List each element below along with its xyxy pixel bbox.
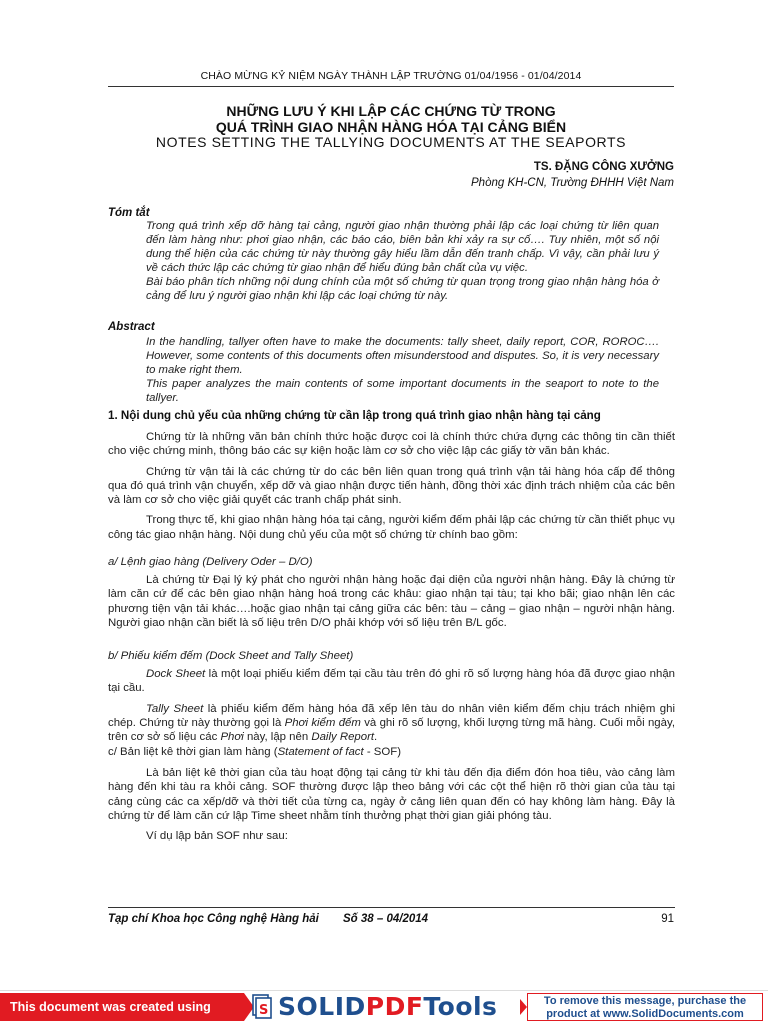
author-affiliation: Phòng KH-CN, Trường ĐHHH Việt Nam <box>471 177 674 189</box>
body-paragraph: Chứng từ vận tải là các chứng từ do các bên liên quan trong quá trình vận tải hàng hóa cấp để thông qua đó quá trình vận chuyển, xếp dỡ và giao nhận được tiến hành, đồng thời xác định trách nhiệm của các bên và làm cơ sở cho việc giải quyết các tranh chấp phát sinh. <box>108 465 675 507</box>
logo-solid-text: SOLID <box>278 992 366 1021</box>
tom-tat-paragraph: Bài báo phân tích những nội dung chính của một số chứng từ quan trọng trong giao nhận hàng hóa ở cảng để lưu ý người giao nhận khi lập các loại chứng từ này. <box>146 276 659 303</box>
solidpdf-logo-icon <box>252 994 272 1019</box>
text-run: . <box>374 731 378 744</box>
section-heading: 1. Nội dung chủ yếu của những chứng từ cần lập trong quá trình giao nhận hàng tại cảng <box>108 409 601 422</box>
body-block-1 <box>108 430 675 542</box>
header-rule <box>108 86 674 87</box>
body-block-b <box>108 667 675 744</box>
text-run: là phiếu kiểm đếm hàng hóa đã xếp lên tàu do nhân viên kiểm đếm chịu trách nhiệm ghi chép. Chứng từ này thường gọi là <box>108 702 676 729</box>
footer-journal: Tạp chí Khoa học Công nghệ Hàng hải <box>108 913 319 925</box>
abstract-body <box>146 335 659 405</box>
text-run: - SOF) <box>363 746 402 758</box>
page-number: 91 <box>661 913 674 925</box>
title-en: NOTES SETTING THE TALLYING DOCUMENTS AT THE SEAPORTS <box>155 134 627 150</box>
author-name: TS. ĐẶNG CÔNG XƯỞNG <box>533 161 674 173</box>
logo-pdf-text: PDF <box>365 992 424 1021</box>
body-paragraph: Ví dụ lập bản SOF như sau: <box>146 830 288 843</box>
subheading-c <box>108 746 401 758</box>
body-block-a <box>108 573 675 630</box>
abstract-label: Abstract <box>108 321 155 333</box>
term-daily-report: Daily Report <box>311 731 375 744</box>
text-run: c/ Bản liệt kê thời gian làm hàng ( <box>108 746 278 758</box>
banner-created-using: This document was created using <box>0 993 244 1021</box>
running-header: CHÀO MỪNG KỶ NIỆM NGÀY THÀNH LẬP TRƯỜNG 01/04/1956 - 01/04/2014 <box>200 70 582 82</box>
term-dock-sheet: Dock Sheet <box>146 668 206 680</box>
subheading-b: b/ Phiếu kiểm đếm (Dock Sheet and Tally Sheet) <box>108 650 354 662</box>
text-run: là một loại phiếu kiểm đếm tại cầu tàu trên đó ghi rõ số lượng hàng hóa đã được giao nhận tại cầu. <box>108 668 675 695</box>
body-paragraph <box>108 667 675 696</box>
term-tally-sheet: Tally Sheet <box>146 702 204 715</box>
text-run: này, lập nên <box>243 731 312 744</box>
term-phoi-kiem-dem: Phơi kiểm đếm <box>284 716 361 729</box>
body-paragraph: Chứng từ là những văn bản chính thức hoặc được coi là chính thức chứa đựng các thông tin cần thiết cho việc chứng minh, thông báo các sự kiện hoặc làm cơ sở cho việc lập các giấy tờ văn bản khác. <box>108 431 675 458</box>
title-vi-line1: NHỮNG LƯU Ý KHI LẬP CÁC CHỨNG TỪ TRONG <box>226 103 556 119</box>
title-vi-line2: QUÁ TRÌNH GIAO NHẬN HÀNG HÓA TẠI CẢNG BIỂN <box>215 119 567 135</box>
abstract-paragraph: This paper analyzes the main contents of some important documents in the seaport to note to the tallyer. <box>146 378 659 405</box>
purchase-message[interactable] <box>527 993 763 1021</box>
footer-rule <box>108 907 675 908</box>
footer-issue: Số 38 – 04/2014 <box>343 913 429 925</box>
purchase-line1: To remove this message, purchase the <box>543 995 747 1007</box>
svg-text:S: S <box>259 1003 269 1018</box>
tom-tat-paragraph: Trong quá trình xếp dỡ hàng tại cảng, người giao nhận thường phải lập các loại chứng từ liên quan đến làm hàng như: phơi giao nhận, các báo cáo, biên bản khi xảy ra sự cố…. Tuy nhiên, một số nội dung thể hiện của các chứng từ này thường gây hiểu lầm dẫn đến tranh chấp. Vì vậy, cần phải lưu ý về cách thức lập các chứng từ giao nhận để hiểu đúng bản chất của vụ việc. <box>146 220 659 275</box>
term-statement-of-fact: Statement of fact <box>277 746 364 758</box>
abstract-paragraph: In the handling, tallyer often have to make the documents: tally sheet, daily report, COR, ROROC…. However, some contents of this documents often misunderstood and disputes. So, it is very necessary to make right them. <box>146 336 659 377</box>
term-phoi: Phơi <box>220 731 244 744</box>
logo-tools-text: Tools <box>423 992 498 1021</box>
solidpdf-logo[interactable] <box>278 991 497 1023</box>
text-run: và ghi rõ số lượng, khối lượng từng mã hàng. Cuối mỗi ngày, trên cơ sở số liệu các <box>108 716 675 744</box>
body-paragraph <box>108 702 675 745</box>
purchase-link[interactable]: product at www.SolidDocuments.com <box>546 1007 744 1020</box>
tom-tat-label: Tóm tắt <box>108 207 150 219</box>
subheading-a: a/ Lệnh giao hàng (Delivery Oder – D/O) <box>108 556 313 568</box>
body-block-c <box>108 766 675 843</box>
banner-right-arrow-icon <box>520 999 527 1015</box>
tom-tat-body <box>146 219 659 304</box>
body-paragraph: Là chứng từ Đại lý ký phát cho người nhận hàng hoặc đại diện của người nhận hàng. Đây là chứng từ làm căn cứ để các bên giao nhận hàng hoá trong các khâu: giao nhận tại tàu; tại kho bãi; giao nhận lên các phương tiện vận tải khác….hoặc giao nhận tại cảng giữa các bên: tàu – cảng – giao nhận – người nhận hàng. Người giao nhận cần biết là số liệu trên D/O phải khớp với số liệu trên B/L gốc. <box>108 574 675 629</box>
body-paragraph: Là bản liệt kê thời gian của tàu hoạt động tại cảng từ khi tàu đến địa điểm đón hoa tiêu, vào cảng làm hàng đến khi tàu ra khỏi cảng. SOF thường được lập theo bảng với các cột thể hiện rõ thời gian của tàu tại cảng cùng các ca xếp/dỡ và thời tiết của từng ca, ngày ở cảng liên quan đến có hay không làm hàng. Đây là chứng từ để làm căn cứ lập Time sheet nhằm tính thưởng phạt thời gian giải phóng tàu. <box>108 767 675 822</box>
body-paragraph: Trong thực tế, khi giao nhận hàng hóa tại cảng, người kiểm đếm phải lập các chứng từ cần thiết phục vụ công tác giao nhận hàng. Nội dung chủ yếu của một số chứng từ chính bao gồm: <box>108 514 675 541</box>
